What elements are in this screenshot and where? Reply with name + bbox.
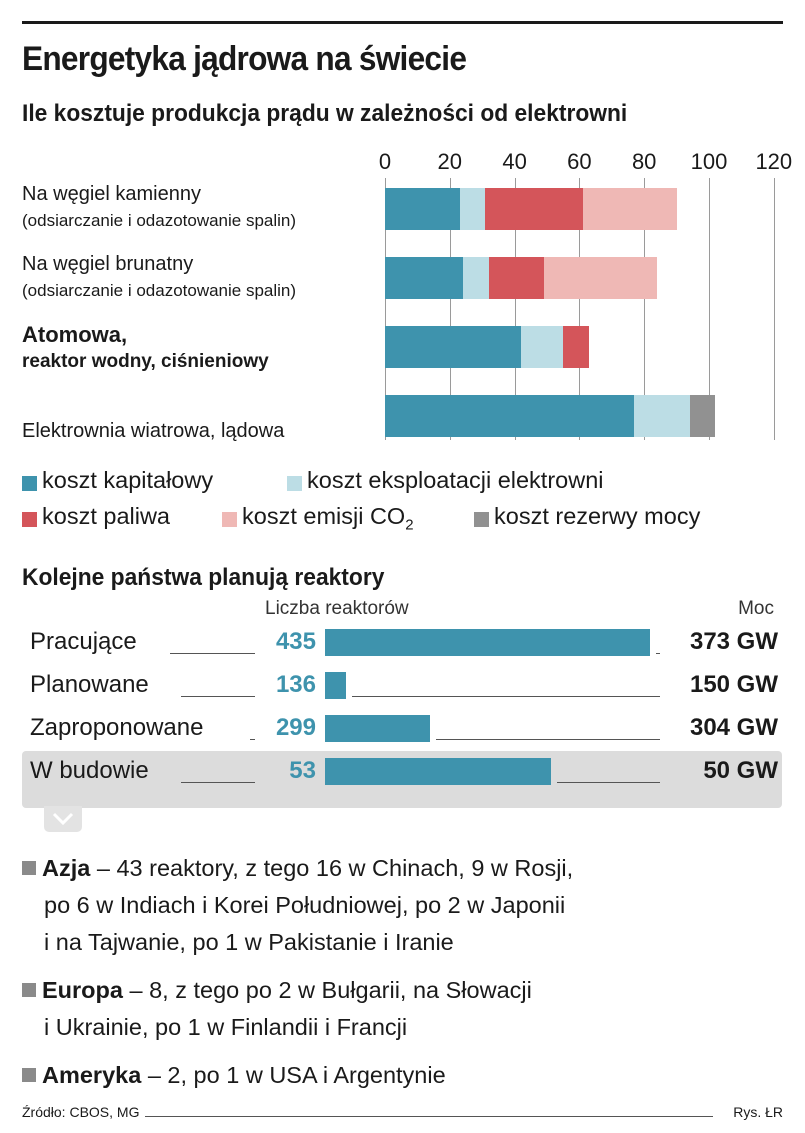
reactor-bar bbox=[325, 672, 346, 699]
reactor-bar bbox=[325, 629, 650, 656]
x-tick-label: 0 bbox=[378, 149, 392, 174]
bullet-icon bbox=[22, 983, 36, 997]
leader-line bbox=[557, 782, 660, 783]
power-value: 150 GW bbox=[689, 671, 778, 698]
source-note: Źródło: CBOS, MG bbox=[22, 1104, 140, 1120]
reactor-count: 136 bbox=[275, 671, 316, 698]
gridline bbox=[774, 178, 775, 440]
category-sublabel: reaktor wodny, ciśnieniowy bbox=[22, 351, 269, 372]
bar-segment bbox=[690, 395, 716, 437]
legend-subscript: 2 bbox=[405, 516, 414, 534]
legend-text: koszt eksploatacji elektrowni bbox=[307, 467, 604, 493]
bullet-icon bbox=[22, 1068, 36, 1082]
leader-line bbox=[352, 696, 660, 697]
note-region: Europa bbox=[42, 977, 123, 1003]
bar-segment bbox=[485, 188, 582, 230]
leader-line bbox=[181, 782, 255, 783]
note-text: – 8, z tego po 2 w Bułgarii, na Słowacji bbox=[122, 977, 532, 1003]
legend-swatch bbox=[222, 512, 237, 527]
legend-text: koszt rezerwy mocy bbox=[494, 503, 701, 529]
page-title: Energetyka jądrowa na świecie bbox=[22, 40, 467, 78]
note-text: po 6 w Indiach i Korei Południowej, po 2 w Japonii bbox=[44, 892, 566, 918]
note-line bbox=[22, 887, 573, 924]
note-item bbox=[22, 850, 573, 961]
note-text: – 43 reaktory, z tego 16 w Chinach, 9 w Rosji, bbox=[90, 855, 574, 881]
bar-segment bbox=[460, 188, 486, 230]
reactor-count: 299 bbox=[275, 714, 316, 741]
bar-segment bbox=[489, 257, 544, 299]
legend-swatch bbox=[22, 476, 37, 491]
x-tick-label: 100 bbox=[690, 149, 728, 174]
note-text: i na Tajwanie, po 1 w Pakistanie i Iranie bbox=[44, 929, 454, 955]
reactors-heading: Kolejne państwa planują reaktory bbox=[22, 564, 385, 591]
category-label: Na węgiel kamienny bbox=[22, 183, 201, 205]
power-value: 50 GW bbox=[703, 757, 778, 784]
category-sublabel: (odsiarczanie i odazotowanie spalin) bbox=[22, 281, 297, 300]
power-value: 304 GW bbox=[689, 714, 778, 741]
note-region: Azja bbox=[42, 855, 91, 881]
legend-swatch bbox=[22, 512, 37, 527]
chart-subtitle: Ile kosztuje produkcja prądu w zależności od elektrowni bbox=[22, 100, 628, 127]
legend-label bbox=[42, 503, 170, 530]
row-label: Planowane bbox=[30, 671, 149, 698]
bar-segment bbox=[563, 326, 589, 368]
legend-label bbox=[242, 503, 414, 534]
bar-segment bbox=[463, 257, 489, 299]
note-item bbox=[22, 972, 532, 1046]
legend-label bbox=[307, 467, 604, 494]
reactor-bar bbox=[325, 715, 430, 742]
legend-text: koszt paliwa bbox=[42, 503, 170, 529]
note-line bbox=[22, 1009, 532, 1046]
note-line bbox=[22, 924, 573, 961]
note-item bbox=[22, 1057, 446, 1094]
x-tick-label: 120 bbox=[755, 149, 793, 174]
top-rule bbox=[22, 21, 783, 24]
bar-segment bbox=[385, 395, 634, 437]
category-label: Atomowa, bbox=[22, 322, 128, 347]
bar-segment bbox=[385, 257, 463, 299]
chevron-down-icon bbox=[44, 806, 82, 832]
category-label: Elektrownia wiatrowa, lądowa bbox=[22, 420, 285, 442]
bar-segment bbox=[521, 326, 563, 368]
bar-segment bbox=[583, 188, 677, 230]
legend-label bbox=[494, 503, 700, 530]
bullet-icon bbox=[22, 861, 36, 875]
bar-segment bbox=[634, 395, 689, 437]
row-label: Pracujące bbox=[30, 628, 137, 655]
source-rule bbox=[145, 1116, 713, 1117]
note-line bbox=[22, 972, 532, 1009]
reactor-count: 435 bbox=[275, 628, 316, 655]
power-header: Moc bbox=[738, 598, 774, 619]
row-label: Zaproponowane bbox=[30, 714, 204, 741]
legend-text: koszt kapitałowy bbox=[42, 467, 214, 493]
x-tick-label: 20 bbox=[437, 149, 463, 174]
legend-text: koszt emisji CO bbox=[242, 503, 406, 529]
note-region: Ameryka bbox=[42, 1062, 142, 1088]
category-label: Na węgiel brunatny bbox=[22, 253, 194, 275]
bar-segment bbox=[385, 326, 521, 368]
x-tick-label: 80 bbox=[631, 149, 657, 174]
reactor-bar bbox=[325, 758, 551, 785]
reactor-count: 53 bbox=[289, 757, 316, 784]
leader-line bbox=[170, 653, 255, 654]
reactor-count-header: Liczba reaktorów bbox=[265, 598, 409, 619]
note-line bbox=[22, 850, 573, 887]
note-text: – 2, po 1 w USA i Argentynie bbox=[141, 1062, 446, 1088]
note-text: i Ukrainie, po 1 w Finlandii i Francji bbox=[44, 1014, 408, 1040]
bar-segment bbox=[544, 257, 657, 299]
power-value: 373 GW bbox=[689, 628, 778, 655]
bar-segment bbox=[385, 188, 460, 230]
x-tick-label: 40 bbox=[502, 149, 527, 174]
leader-line bbox=[656, 653, 660, 654]
row-label: W budowie bbox=[30, 757, 149, 784]
credit-note: Rys. ŁR bbox=[733, 1104, 783, 1120]
category-sublabel: (odsiarczanie i odazotowanie spalin) bbox=[22, 211, 297, 230]
legend-label bbox=[42, 467, 213, 494]
note-line bbox=[22, 1057, 446, 1094]
legend-swatch bbox=[474, 512, 489, 527]
x-tick-label: 60 bbox=[567, 149, 592, 174]
legend-swatch bbox=[287, 476, 302, 491]
leader-line bbox=[436, 739, 660, 740]
leader-line bbox=[181, 696, 255, 697]
